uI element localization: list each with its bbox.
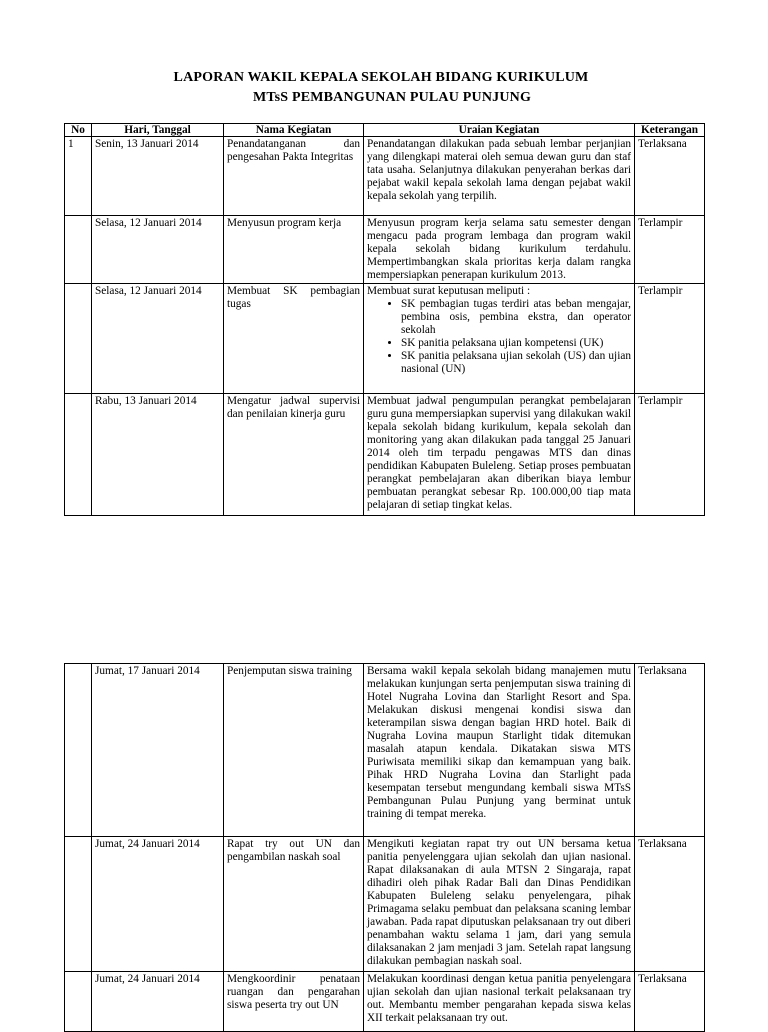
cell-nama-kegiatan: Membuat SK pembagian tugas bbox=[224, 284, 364, 394]
table-row bbox=[65, 394, 705, 516]
cell-no bbox=[65, 284, 92, 394]
cell-hari-tanggal: Jumat, 17 Januari 2014 bbox=[92, 664, 224, 837]
table-row bbox=[65, 216, 705, 284]
table-header-row bbox=[65, 124, 705, 137]
header-keterangan: Keterangan bbox=[635, 124, 705, 137]
cell-nama-kegiatan: Menyusun program kerja bbox=[224, 216, 364, 284]
cell-uraian-kegiatan: Melakukan koordinasi dengan ketua panitia penyelengara ujian sekolah dan ujian nasional terkait pelaksanaan try out. Membantu member pengarahan kepada siswa kelas XII terkait pelaksanaan try out. bbox=[364, 972, 635, 1032]
cell-uraian-kegiatan: Menyusun program kerja selama satu semester dengan mengacu pada program lembaga dan program wakil kepala sekolah bidang kurikulum terdahulu. Mempertimbangkan skala prioritas kerja dalam rangka mempersiapkan penerapan kurikulum 2013. bbox=[364, 216, 635, 284]
cell-uraian-kegiatan bbox=[364, 284, 635, 394]
list-item: • SK panitia pelaksana ujian sekolah (US) dan ujian nasional (UN) bbox=[401, 350, 631, 376]
cell-hari-tanggal: Jumat, 24 Januari 2014 bbox=[92, 972, 224, 1032]
cell-keterangan: Terlaksana bbox=[635, 972, 705, 1032]
table-row bbox=[65, 837, 705, 972]
cell-no bbox=[65, 837, 92, 972]
cell-keterangan: Terlampir bbox=[635, 284, 705, 394]
cell-hari-tanggal: Senin, 13 Januari 2014 bbox=[92, 137, 224, 216]
cell-hari-tanggal: Selasa, 12 Januari 2014 bbox=[92, 284, 224, 394]
header-nama-kegiatan: Nama Kegiatan bbox=[224, 124, 364, 137]
cell-nama-kegiatan: Rapat try out UN dan pengambilan naskah soal bbox=[224, 837, 364, 972]
school-name: MTsS PEMBANGUNAN PULAU PUNJUNG bbox=[252, 90, 532, 105]
header-uraian-kegiatan: Uraian Kegiatan bbox=[364, 124, 635, 137]
table-row bbox=[65, 664, 705, 837]
report-title: LAPORAN WAKIL KEPALA SEKOLAH BIDANG KURIKULUM bbox=[173, 70, 589, 85]
list-item: • SK panitia pelaksana ujian kompetensi (UK) bbox=[401, 337, 631, 350]
cell-keterangan: Terlaksana bbox=[635, 664, 705, 837]
sk-list bbox=[367, 298, 631, 376]
cell-uraian-kegiatan: Bersama wakil kepala sekolah bidang manajemen mutu melakukan kunjungan serta penjemputan siswa training di Hotel Nugraha Lovina dan Starlight Resort and Spa. Melakukan diskusi mengenai kondisi siswa dan keterampilan siswa dengan bagian HRD hotel. Baik di Nugraha Lovina maupun Starlight tidak ditemukan masalah atapun kendala. Dikatakan siswa MTS Puriwisata memiliki sikap dan kemampuan yang baik. Pihak HRD Nugraha Lovina dan Starlight pada kesempatan tersebut mengundang kembali siswa MTsS Pembangunan Pulau Punjung yang berminat untuk training di tempat mereka. bbox=[364, 664, 635, 837]
activity-table-continued bbox=[64, 663, 705, 1032]
cell-no bbox=[65, 216, 92, 284]
cell-uraian-kegiatan: Penandatangan dilakukan pada sebuah lembar perjanjian yang dilengkapi materai oleh semua dewan guru dan staf tata usaha. Selanjutnya dilakukan penyerahan berkas dari pejabat wakil kepala sekolah lama dengan pejabat wakil kepala sekolah yang terpilih. bbox=[364, 137, 635, 216]
cell-no bbox=[65, 664, 92, 837]
cell-no bbox=[65, 972, 92, 1032]
cell-no: 1 bbox=[65, 137, 92, 216]
cell-nama-kegiatan: Mengatur jadwal supervisi dan penilaian kinerja guru bbox=[224, 394, 364, 516]
cell-uraian-kegiatan: Mengikuti kegiatan rapat try out UN bersama ketua panitia penyelenggara ujian sekolah dan ujian nasional. Rapat dilaksanakan di aula MTSN 2 Singaraja, rapat dihadiri oleh pihak Radar Bali dan Dinas Pendidikan Kabupaten Buleleng selaku penyelengara, pihak Primagama selaku pembuat dan pelaksana scaning lembar jawaban. Pada rapat diputuskan pelaksanaan try out diberi penambahan waktu selama 1 jam, dari yang semula dilaksanakan 2 jam menjadi 3 jam. Setelah rapat langsung dilakukan pembagian naskah soal. bbox=[364, 837, 635, 972]
cell-nama-kegiatan: Mengkoordinir penataan ruangan dan pengarahan siswa peserta try out UN bbox=[224, 972, 364, 1032]
cell-nama-kegiatan: Penandatanganan dan pengesahan Pakta Integritas bbox=[224, 137, 364, 216]
uraian-intro: Membuat surat keputusan meliputi : bbox=[367, 285, 531, 297]
cell-hari-tanggal: Rabu, 13 Januari 2014 bbox=[92, 394, 224, 516]
list-item: • SK pembagian tugas terdiri atas beban mengajar, pembina osis, pembina ekstra, dan operator sekolah bbox=[401, 298, 631, 337]
cell-keterangan: Terlampir bbox=[635, 216, 705, 284]
header-no: No bbox=[65, 124, 92, 137]
header-hari-tanggal: Hari, Tanggal bbox=[92, 124, 224, 137]
table-row bbox=[65, 137, 705, 216]
cell-uraian-kegiatan: Membuat jadwal pengumpulan perangkat pembelajaran guru guna mempersiapkan supervisi yang dilakukan wakil kepala sekolah bidang kurikulum, kepala sekolah dan monitoring yang akan dilakukan pada tanggal 25 Januari 2014 oleh tim terpadu pengawas MTS dan dinas pendidikan Kabupaten Buleleng. Setiap proses pembuatan perangkat pembelajaran akan diberikan biaya lembur pembuatan perangkat sebesar Rp. 100.000,00 tiap mata pelajaran di setiap tingkat kelas. bbox=[364, 394, 635, 516]
table-row bbox=[65, 972, 705, 1032]
activity-table bbox=[64, 123, 705, 516]
table-row bbox=[65, 284, 705, 394]
cell-nama-kegiatan: Penjemputan siswa training bbox=[224, 664, 364, 837]
cell-hari-tanggal: Selasa, 12 Januari 2014 bbox=[92, 216, 224, 284]
cell-keterangan: Terlaksana bbox=[635, 137, 705, 216]
cell-keterangan: Terlaksana bbox=[635, 837, 705, 972]
cell-hari-tanggal: Jumat, 24 Januari 2014 bbox=[92, 837, 224, 972]
cell-keterangan: Terlampir bbox=[635, 394, 705, 516]
cell-no bbox=[65, 394, 92, 516]
